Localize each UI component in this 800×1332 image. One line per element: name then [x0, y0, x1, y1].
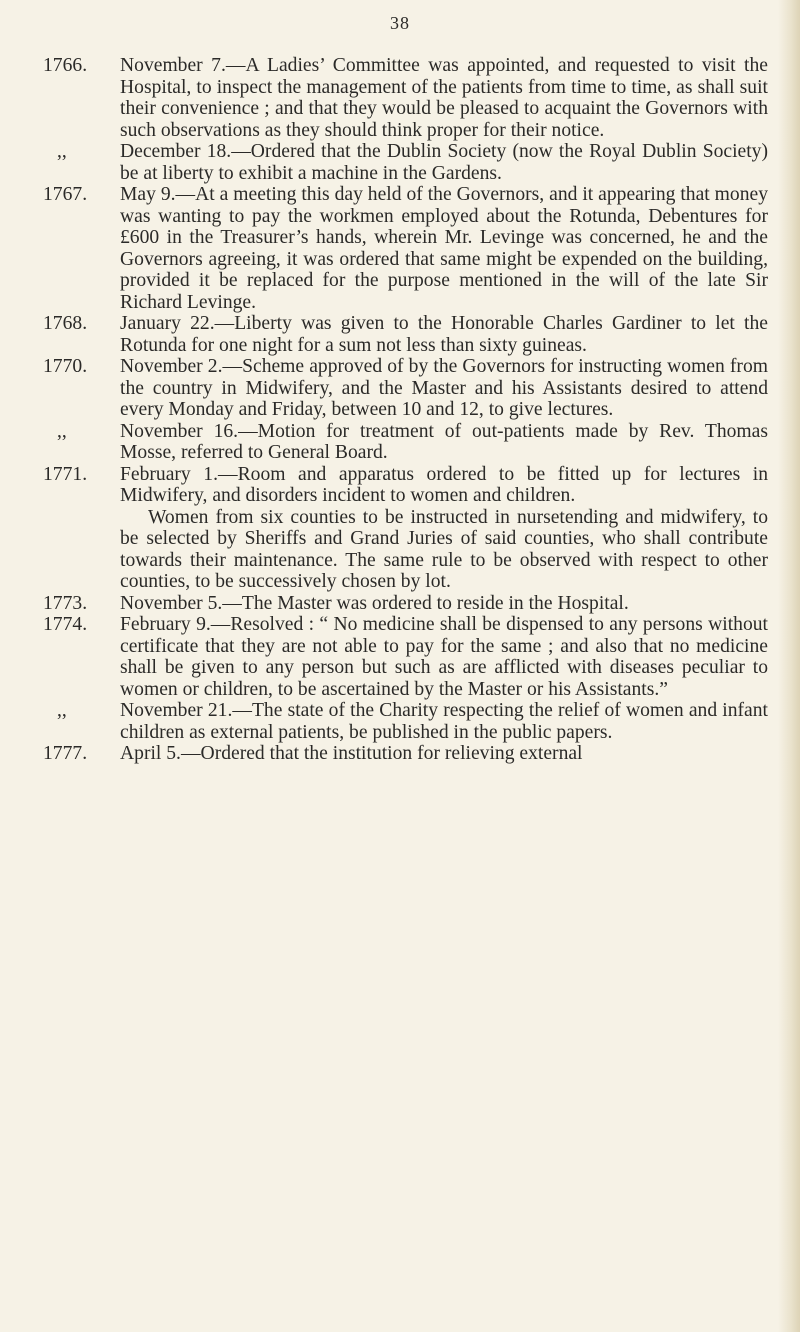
- chronology-entry: [43, 700, 768, 743]
- entry-paragraph: Women from six counties to be instructed in nursetending and midwifery, to be selected by Sheriffs and Grand Juries of said counties, who shall contribute towards their maintenance. The same rule to be observed with respect to other counties, to be successively chosen by lot.: [120, 506, 768, 592]
- entry-year: 1771.: [43, 463, 88, 485]
- entry-year: 1767.: [43, 184, 88, 205]
- chronology-entry: [43, 184, 768, 313]
- entry-paragraph: February 1.—Room and apparatus ordered to be fitted up for lectures in Midwifery, and disorders incident to women and children.: [120, 463, 768, 506]
- chronology-entry: [43, 356, 768, 421]
- chronology-entries: [43, 55, 768, 765]
- chronology-entry: [43, 743, 768, 765]
- entry-year: 1774.: [43, 614, 88, 635]
- entry-year: ,,: [57, 420, 67, 442]
- page-number: 38: [390, 13, 410, 33]
- chronology-entry: [43, 464, 768, 593]
- entry-year: 1770.: [43, 356, 88, 377]
- chronology-entry: [43, 55, 768, 141]
- entry-paragraph: November 16.—Motion for treatment of out-patients made by Rev. Thomas Mosse, referred to General Board.: [120, 420, 768, 463]
- page-edge-shadow: [778, 0, 800, 1332]
- entry-year: 1777.: [43, 743, 88, 764]
- entry-paragraph: February 9.—Resolved : “ No medicine shall be dispensed to any persons without certificate that they are not able to pay for the same ; and also that no medicine shall be given to any person but such as are afflicted with diseases peculiar to women or children, to be ascertained by the Master or his Assistants.”: [120, 614, 768, 700]
- entry-year: 1766.: [43, 55, 88, 76]
- entry-paragraph: November 7.—A Ladies’ Committee was appointed, and requested to visit the Hospital, to inspect the management of the patients from time to time, as shall suit their convenience ; and that they would be pleased to acquaint the Governors with such observations as they should think proper for their notice.: [120, 55, 768, 141]
- entry-paragraph: January 22.—Liberty was given to the Honorable Charles Gardiner to let the Rotunda for one night for a sum not less than sixty guineas.: [120, 313, 768, 356]
- chronology-entry: [43, 421, 768, 464]
- chronology-entry: [43, 313, 768, 356]
- entry-paragraph: November 21.—The state of the Charity respecting the relief of women and infant children as external patients, be published in the public papers.: [120, 700, 768, 743]
- entry-paragraph: April 5.—Ordered that the institution for relieving external: [120, 743, 583, 764]
- entry-year: ,,: [57, 141, 67, 162]
- entry-year: ,,: [57, 700, 67, 721]
- chronology-entry: [43, 141, 768, 184]
- entry-year: 1773.: [43, 592, 88, 614]
- entry-paragraph: December 18.—Ordered that the Dublin Society (now the Royal Dublin Society) be at liberty to exhibit a machine in the Gardens.: [120, 141, 768, 184]
- entry-paragraph: May 9.—At a meeting this day held of the Governors, and it appearing that money was wanting to pay the workmen employed about the Rotunda, Debentures for £600 in the Treasurer’s hands, wherein Mr. Levinge was concerned, he and the Governors agreeing, it was ordered that same might be expended on the building, provided it be replaced for the purpose mentioned in the will of the late Sir Richard Levinge.: [120, 184, 768, 313]
- entry-paragraph: November 2.—Scheme approved of by the Governors for instructing women from the country in Midwifery, and the Master and his Assistants desired to attend every Monday and Friday, between 10 and 12, to give lectures.: [120, 356, 768, 420]
- chronology-entry: [43, 593, 768, 615]
- chronology-entry: [43, 614, 768, 700]
- entry-year: 1768.: [43, 313, 88, 334]
- entry-paragraph: November 5.—The Master was ordered to reside in the Hospital.: [120, 592, 629, 614]
